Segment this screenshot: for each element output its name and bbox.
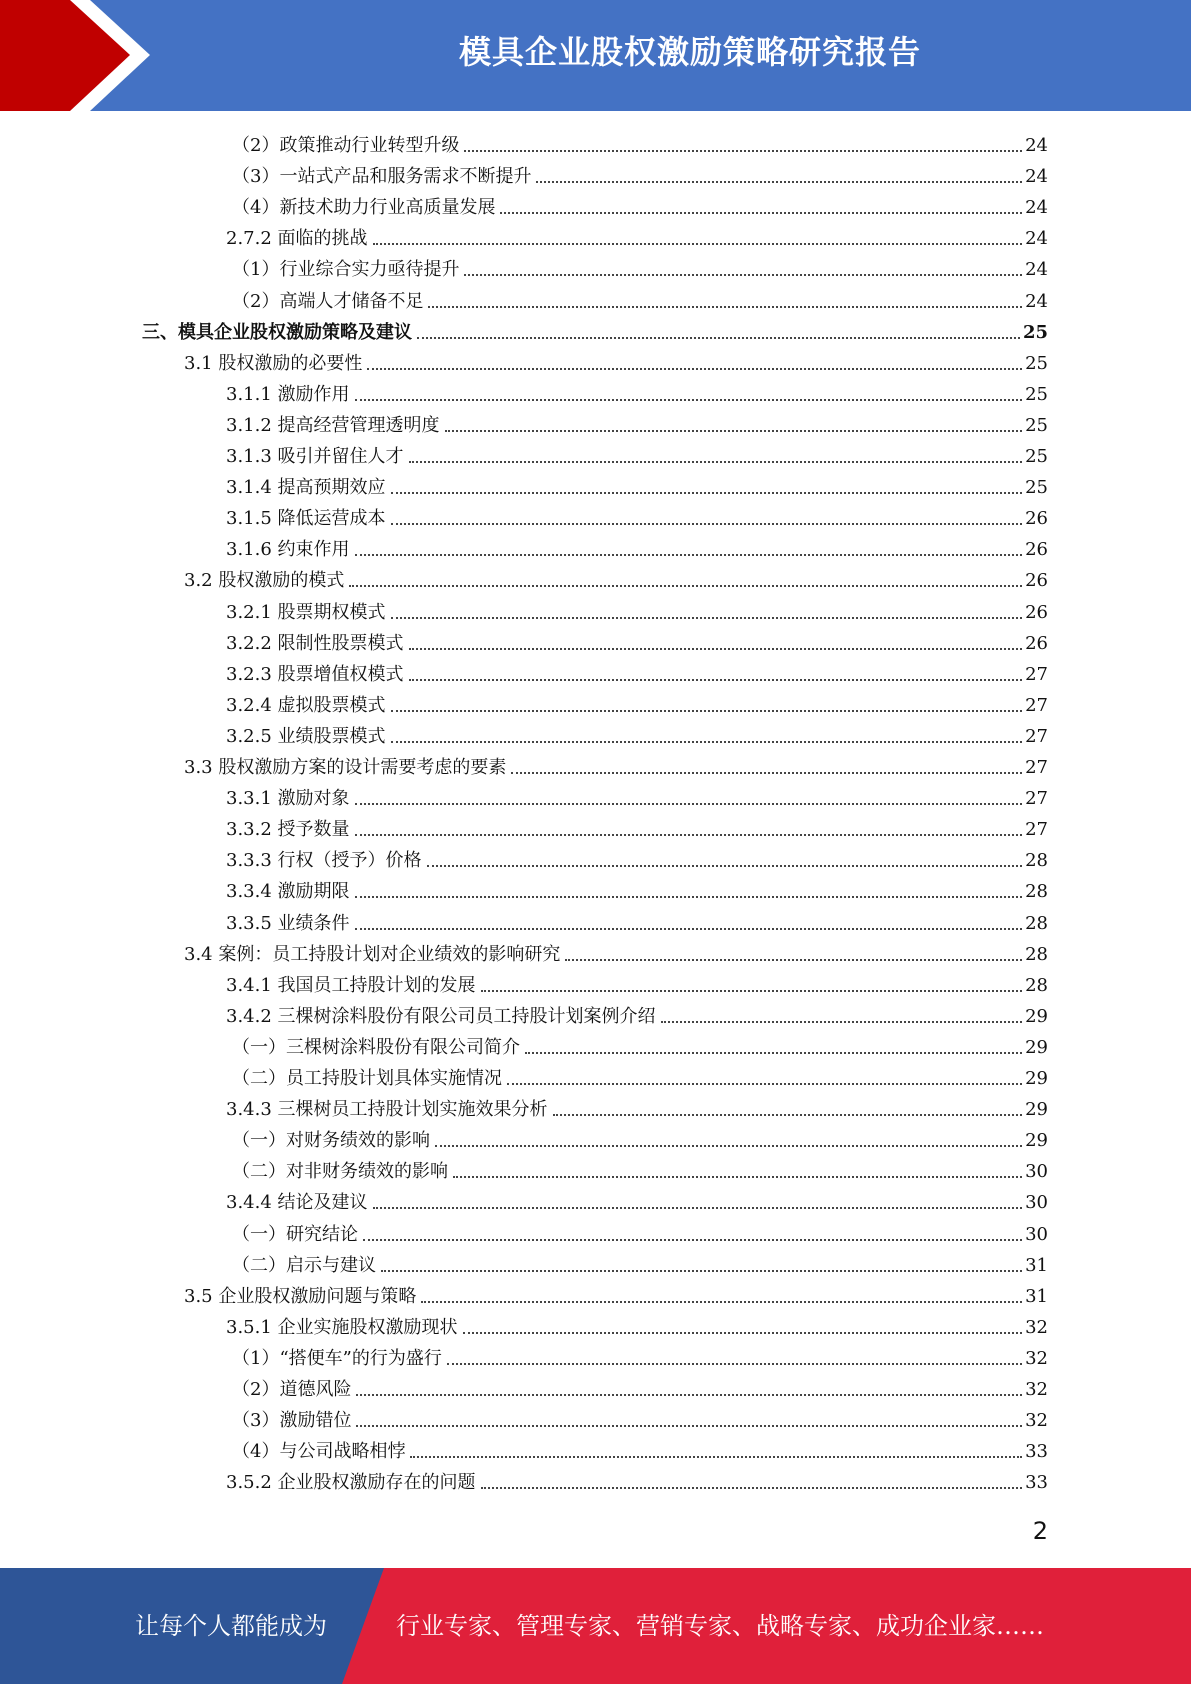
toc-entry-title: 3.3.4 激励期限 <box>226 881 350 903</box>
toc-entry[interactable] <box>226 593 1048 624</box>
toc-dot-leader <box>463 1332 1023 1334</box>
toc-entry[interactable] <box>226 499 1048 530</box>
toc-entry-title: 3.3.2 授予数量 <box>226 819 350 841</box>
toc-entry-page: 28 <box>1025 974 1048 996</box>
toc-dot-leader <box>481 1487 1023 1489</box>
toc-entry-page: 32 <box>1025 1347 1048 1369</box>
toc-entry[interactable] <box>184 344 1048 375</box>
toc-dot-leader <box>373 1207 1023 1209</box>
toc-dot-leader <box>381 1270 1022 1272</box>
toc-entry-page: 29 <box>1025 1005 1048 1027</box>
toc-entry-page: 32 <box>1025 1379 1048 1400</box>
toc-dot-leader <box>409 648 1023 650</box>
toc-entry-title: 3.5.2 企业股权激励存在的问题 <box>226 1472 476 1494</box>
toc-entry[interactable] <box>232 1152 1048 1183</box>
toc-entry[interactable] <box>226 406 1048 437</box>
toc-entry-page: 24 <box>1025 135 1048 156</box>
toc-dot-leader <box>391 741 1023 743</box>
toc-entry-title: 3.3.1 激励对象 <box>226 788 350 810</box>
toc-entry[interactable] <box>226 1090 1048 1121</box>
toc-entry[interactable] <box>232 1339 1048 1370</box>
toc-entry-title: 3.1.2 提高经营管理透明度 <box>226 414 440 436</box>
toc-entry-page: 27 <box>1025 757 1048 778</box>
toc-entry-page: 24 <box>1025 197 1048 219</box>
toc-entry-page: 28 <box>1025 881 1048 903</box>
toc-entry[interactable] <box>232 1028 1048 1059</box>
toc-entry[interactable] <box>232 1432 1048 1463</box>
toc-dot-leader <box>536 181 1022 183</box>
toc-entry-page: 26 <box>1025 570 1048 592</box>
toc-entry-page: 33 <box>1025 1472 1048 1494</box>
toc-entry-title: 3.1.6 约束作用 <box>226 539 350 561</box>
toc-entry-title: （1）行业综合实力亟待提升 <box>232 259 460 281</box>
toc-entry[interactable] <box>226 997 1048 1028</box>
toc-entry-page: 26 <box>1025 632 1048 654</box>
toc-entry-title: 3.4.3 三棵树员工持股计划实施效果分析 <box>226 1099 548 1121</box>
toc-entry[interactable] <box>226 530 1048 561</box>
toc-entry[interactable] <box>226 468 1048 499</box>
toc-dot-leader <box>391 523 1023 525</box>
toc-entry[interactable] <box>226 624 1048 655</box>
toc-entry[interactable] <box>232 250 1048 281</box>
toc-entry[interactable] <box>226 1463 1048 1494</box>
toc-entry-page: 30 <box>1025 1223 1048 1245</box>
toc-dot-leader <box>373 243 1023 245</box>
toc-entry-title: 3.2 股权激励的模式 <box>184 570 345 592</box>
toc-entry-page: 29 <box>1025 1099 1048 1121</box>
toc-entry[interactable] <box>184 1277 1048 1308</box>
toc-entry-page: 30 <box>1025 1192 1048 1214</box>
toc-entry-title: 3.2.2 限制性股票模式 <box>226 632 404 654</box>
page-footer <box>0 1568 1191 1684</box>
toc-entry[interactable] <box>232 1401 1048 1432</box>
toc-entry[interactable] <box>232 188 1048 219</box>
toc-entry-title: 3.3.3 行权（授予）价格 <box>226 850 422 872</box>
toc-entry-page: 25 <box>1025 352 1048 374</box>
toc-dot-leader <box>525 1052 1022 1054</box>
toc-entry[interactable] <box>226 375 1048 406</box>
toc-dot-leader <box>481 990 1023 992</box>
toc-entry[interactable] <box>226 219 1048 250</box>
toc-entry-title: （一）三棵树涂料股份有限公司简介 <box>232 1036 520 1058</box>
toc-dot-leader <box>349 585 1022 587</box>
toc-entry-page: 27 <box>1025 663 1048 685</box>
toc-entry-page: 28 <box>1025 850 1048 872</box>
toc-entry[interactable] <box>226 872 1048 903</box>
toc-entry[interactable] <box>142 313 1048 344</box>
toc-dot-leader <box>391 492 1023 494</box>
toc-dot-leader <box>464 150 1022 152</box>
toc-entry[interactable] <box>184 935 1048 966</box>
toc-entry-page: 26 <box>1025 508 1048 530</box>
toc-dot-leader <box>355 399 1023 401</box>
toc-entry-page: 30 <box>1025 1161 1048 1183</box>
toc-entry-page: 27 <box>1025 725 1048 747</box>
toc-entry-page: 31 <box>1025 1254 1048 1276</box>
footer-slogan-right: 行业专家、管理专家、营销专家、战略专家、成功企业家…… <box>396 1612 1044 1640</box>
toc-entry-title: （3）激励错位 <box>232 1410 352 1432</box>
toc-entry-title: 三、模具企业股权激励策略及建议 <box>142 321 412 343</box>
toc-entry-title: 3.1.4 提高预期效应 <box>226 477 386 499</box>
toc-entry-page: 29 <box>1025 1130 1048 1152</box>
toc-dot-leader <box>409 679 1023 681</box>
toc-entry-title: 3.3 股权激励方案的设计需要考虑的要素 <box>184 757 507 778</box>
toc-entry[interactable] <box>232 282 1048 313</box>
toc-entry[interactable] <box>226 437 1048 468</box>
toc-entry-page: 25 <box>1022 321 1048 343</box>
footer-slogan-left: 让每个人都能成为 <box>135 1612 327 1640</box>
toc-entry[interactable] <box>184 561 1048 592</box>
toc-entry-title: 3.3.5 业绩条件 <box>226 912 350 934</box>
toc-entry-title: （1）“搭便车”的行为盛行 <box>232 1347 442 1369</box>
toc-entry[interactable] <box>226 686 1048 717</box>
toc-dot-leader <box>453 1176 1022 1178</box>
toc-dot-leader <box>421 1301 1022 1303</box>
toc-entry-page: 31 <box>1025 1285 1048 1307</box>
toc-entry-title: （2）道德风险 <box>232 1379 352 1400</box>
toc-entry-title: 3.2.1 股票期权模式 <box>226 601 386 623</box>
toc-entry-title: 3.2.3 股票增值权模式 <box>226 663 404 685</box>
toc-dot-leader <box>410 1456 1022 1458</box>
toc-dot-leader <box>445 430 1023 432</box>
toc-entry[interactable] <box>226 810 1048 841</box>
toc-entry-page: 24 <box>1025 228 1048 250</box>
toc-dot-leader <box>553 1114 1023 1116</box>
toc-entry-title: （二）对非财务绩效的影响 <box>232 1161 448 1183</box>
toc-entry-page: 27 <box>1025 694 1048 716</box>
toc-entry-title: （一）研究结论 <box>232 1223 358 1245</box>
toc-entry[interactable] <box>232 1121 1048 1152</box>
toc-entry[interactable] <box>226 1308 1048 1339</box>
toc-entry-title: （4）新技术助力行业高质量发展 <box>232 197 496 219</box>
page-number: 2 <box>1032 1517 1048 1545</box>
toc-entry-title: （二）员工持股计划具体实施情况 <box>232 1068 502 1089</box>
toc-entry[interactable] <box>226 1183 1048 1214</box>
toc-entry-title: 3.4.2 三棵树涂料股份有限公司员工持股计划案例介绍 <box>226 1005 656 1027</box>
toc-entry-title: 3.4.4 结论及建议 <box>226 1192 368 1214</box>
toc-dot-leader <box>391 710 1023 712</box>
toc-entry-title: （2）政策推动行业转型升级 <box>232 135 460 156</box>
toc-entry[interactable] <box>232 1215 1048 1246</box>
toc-entry-page: 24 <box>1025 166 1048 188</box>
toc-entry-title: （4）与公司战略相悖 <box>232 1441 406 1463</box>
report-title: 模具企业股权激励策略研究报告 <box>458 33 921 71</box>
toc-dot-leader <box>356 1394 1022 1396</box>
toc-entry-title: 3.2.5 业绩股票模式 <box>226 725 386 747</box>
toc-entry-title: 3.1.3 吸引并留住人才 <box>226 446 404 467</box>
toc-dot-leader <box>409 461 1023 463</box>
toc-dot-leader <box>435 1145 1022 1147</box>
toc-dot-leader <box>355 834 1023 836</box>
toc-entry-page: 25 <box>1025 477 1048 499</box>
toc-entry[interactable] <box>232 157 1048 188</box>
toc-entry[interactable] <box>232 1370 1048 1401</box>
toc-entry[interactable] <box>226 717 1048 748</box>
toc-entry[interactable] <box>226 966 1048 997</box>
toc-entry-page: 26 <box>1025 539 1048 561</box>
toc-entry-page: 29 <box>1025 1036 1048 1058</box>
toc-entry-title: 2.7.2 面临的挑战 <box>226 228 368 250</box>
toc-dot-leader <box>355 928 1023 930</box>
toc-entry-title: 3.2.4 虚拟股票模式 <box>226 694 386 716</box>
toc-dot-leader <box>363 1239 1022 1241</box>
toc-entry-title: 3.4.1 我国员工持股计划的发展 <box>226 974 476 996</box>
toc-dot-leader <box>367 368 1022 370</box>
toc-entry-title: （3）一站式产品和服务需求不断提升 <box>232 166 532 188</box>
toc-entry-title: 3.5 企业股权激励问题与策略 <box>184 1285 417 1307</box>
toc-entry-page: 24 <box>1025 259 1048 281</box>
toc-entry-page: 25 <box>1025 383 1048 405</box>
toc-dot-leader <box>565 959 1022 961</box>
toc-entry-title: （一）对财务绩效的影响 <box>232 1130 430 1152</box>
toc-entry-page: 32 <box>1025 1410 1048 1432</box>
toc-entry-page: 26 <box>1025 601 1048 623</box>
toc-entry[interactable] <box>232 126 1048 157</box>
toc-entry-page: 27 <box>1025 819 1048 841</box>
toc-entry-page: 25 <box>1025 414 1048 436</box>
toc-entry-page: 28 <box>1025 912 1048 934</box>
toc-entry-title: （二）启示与建议 <box>232 1254 376 1276</box>
toc-entry-page: 24 <box>1025 290 1048 312</box>
toc-dot-leader <box>355 803 1023 805</box>
toc-entry-title: 3.4 案例：员工持股计划对企业绩效的影响研究 <box>184 943 561 965</box>
toc-dot-leader <box>428 306 1022 308</box>
toc-entry-title: （2）高端人才储备不足 <box>232 290 424 312</box>
toc-entry-page: 29 <box>1025 1068 1048 1089</box>
page-header <box>0 0 1191 111</box>
toc-dot-leader <box>417 337 1020 339</box>
toc-dot-leader <box>500 212 1022 214</box>
toc-entry-title: 3.1.5 降低运营成本 <box>226 508 386 530</box>
toc-entry[interactable] <box>226 779 1048 810</box>
toc-entry-page: 32 <box>1025 1316 1048 1338</box>
toc-dot-leader <box>391 617 1023 619</box>
toc-dot-leader <box>355 896 1023 898</box>
toc-entry[interactable] <box>226 904 1048 935</box>
toc-entry-page: 28 <box>1025 943 1048 965</box>
toc-dot-leader <box>427 865 1023 867</box>
toc-entry-title: 3.1.1 激励作用 <box>226 383 350 405</box>
toc-dot-leader <box>464 274 1022 276</box>
toc-entry-title: 3.5.1 企业实施股权激励现状 <box>226 1316 458 1338</box>
toc-dot-leader <box>356 1425 1022 1427</box>
toc-entry-title: 3.1 股权激励的必要性 <box>184 352 363 374</box>
toc-dot-leader <box>447 1363 1022 1365</box>
toc-entry[interactable] <box>226 841 1048 872</box>
toc-entry[interactable] <box>184 748 1048 779</box>
toc-entry[interactable] <box>226 655 1048 686</box>
toc-dot-leader <box>355 554 1023 556</box>
toc-dot-leader <box>507 1083 1022 1085</box>
toc-dot-leader <box>511 772 1022 774</box>
toc-entry-page: 25 <box>1025 446 1048 467</box>
toc-dot-leader <box>661 1021 1023 1023</box>
toc-entry[interactable] <box>232 1246 1048 1277</box>
toc-entry-page: 27 <box>1025 788 1048 810</box>
toc-entry-page: 33 <box>1025 1441 1048 1463</box>
toc-entry[interactable] <box>232 1059 1048 1090</box>
